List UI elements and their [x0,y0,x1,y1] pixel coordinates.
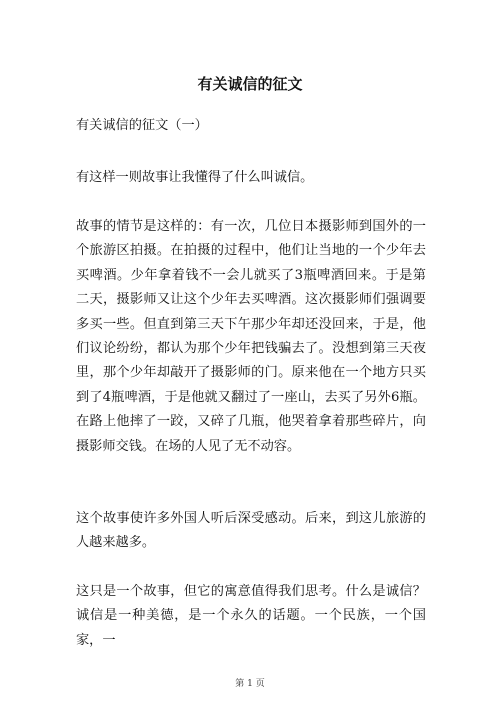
reflection-paragraph: 这只是一个故事，但它的寓意值得我们思考。什么是诚信？诚信是一种美德，是一个永久的话题。一个民族，一个国家，一 [76,584,426,648]
document-title: 有关诚信的征文 [197,75,303,93]
story-paragraph: 故事的情节是这样的：有一次，几位日本摄影师到国外的一个旅游区拍摄。在拍摄的过程中，他们让当地的一个少年去买啤酒。少年拿着钱不一会儿就买了3瓶啤酒回来。于是第二天，摄影师又让这个少年去买啤酒。这次摄影师们强调要多买一些。但直到第三天下午那少年却还没回来，于是，他们议论纷纷，都认为那个少年把钱骗去了。没想到第三天夜里，那个少年却敲开了摄影师的门。原来他在一个地方只买到了4瓶啤酒，于是他就又翻过了一座山，去买了另外6瓶。在路上他摔了一跤，又碎了几瓶，他哭着拿着那些碎片，向摄影师交钱。在场的人见了无不动容。 [76,219,426,454]
effect-paragraph: 这个故事使许多外国人听后深受感动。后来，到这儿旅游的人越来越多。 [76,511,426,551]
page-number: 第 1 页 [235,679,265,689]
subtitle-paragraph: 有关诚信的征文（一） [76,118,208,133]
intro-paragraph: 有这样一则故事让我懂得了什么叫诚信。 [76,170,314,185]
